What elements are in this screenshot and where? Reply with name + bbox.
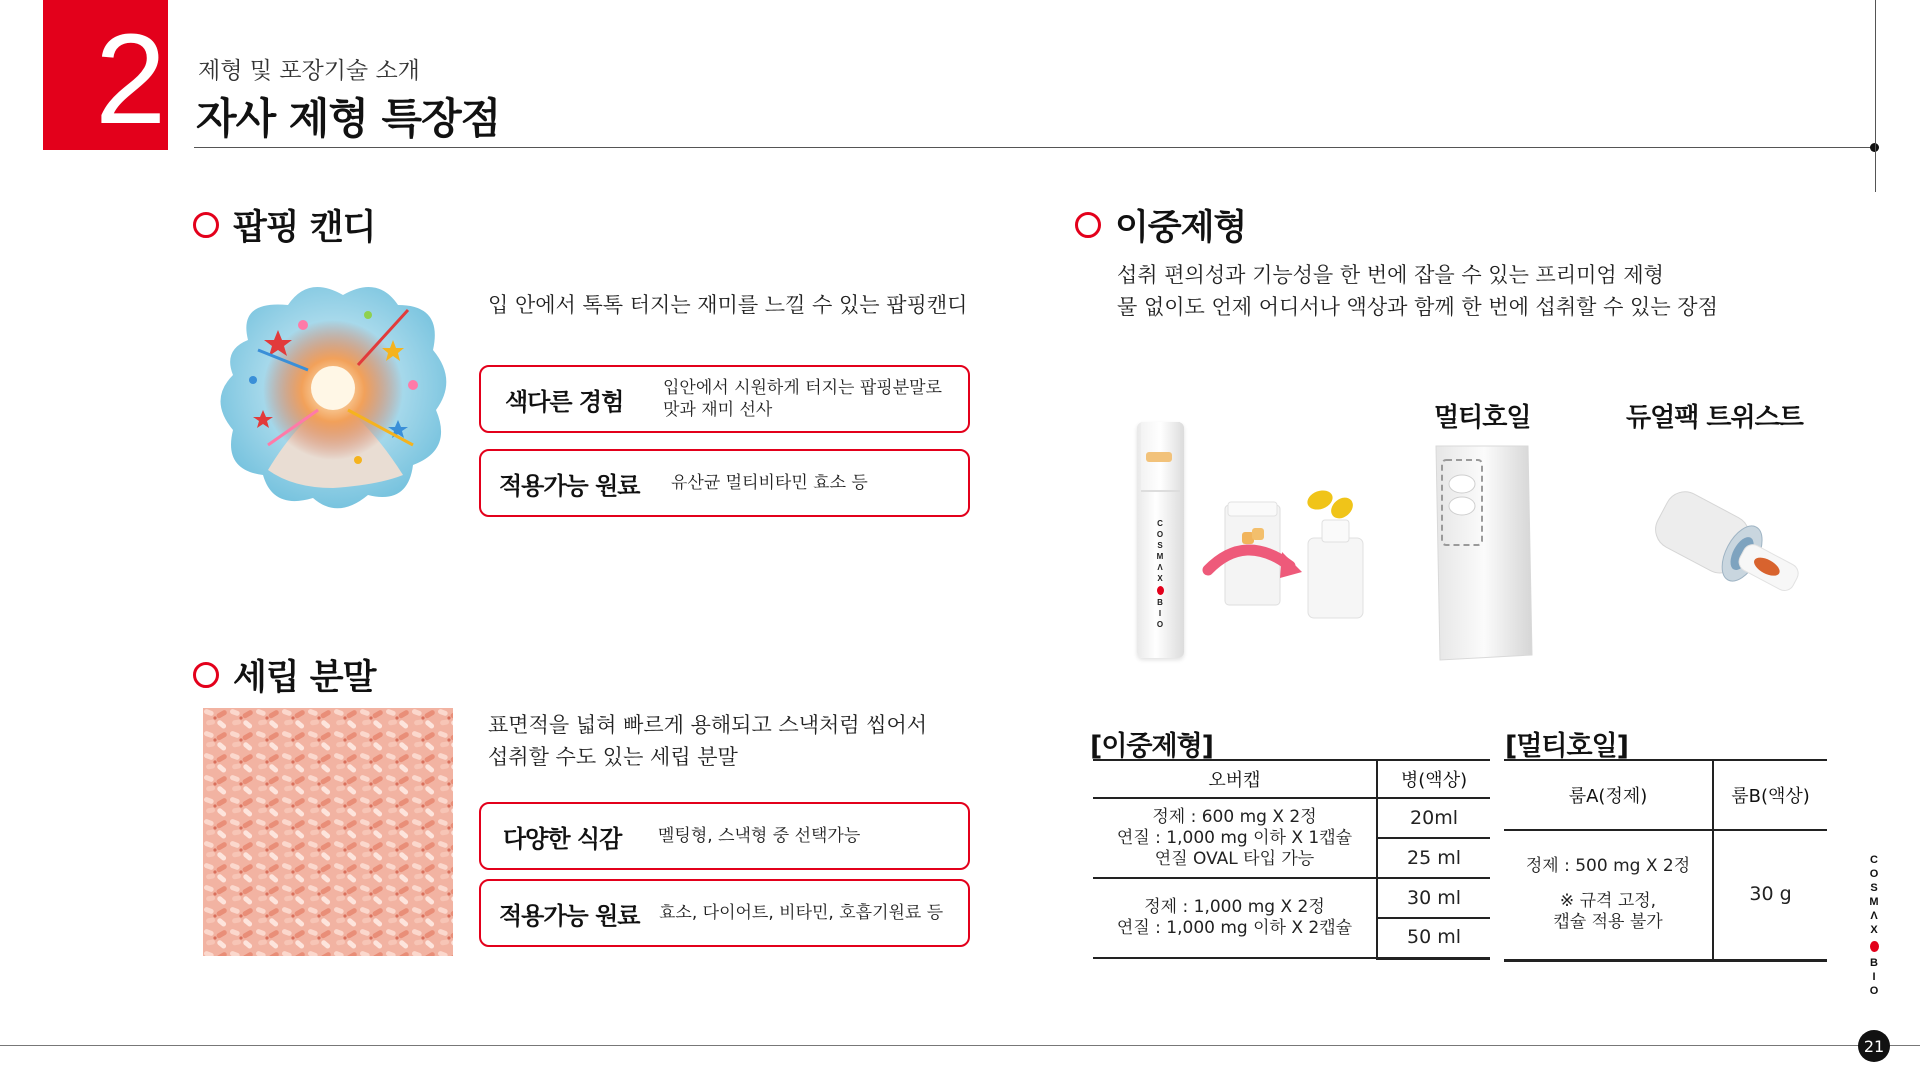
popping-section-header [193, 200, 375, 250]
dual-table-volume: 50 ml [1377, 918, 1490, 958]
dual-section-header [1075, 200, 1246, 250]
powder-feature-box-2 [479, 879, 970, 947]
right-vertical-divider [1875, 0, 1876, 192]
dual-description: 섭취 편의성과 기능성을 한 번에 잡을 수 있는 프리미엄 제형 물 없이도 언제 어디서나 액상과 함께 한 번에 섭취할 수 있는 장점 [1117, 263, 1718, 319]
powder-section-header [193, 650, 375, 700]
dual-table-volume: 30 ml [1377, 878, 1490, 918]
section-number: 2 [95, 8, 167, 150]
bottle-brand-text: C O S M Λ X B I O [1156, 519, 1164, 629]
popping-title: 팝핑 캔디 [233, 208, 376, 248]
dual-pack-twist-image [1640, 490, 1825, 620]
popping-box2-value: 유산균 멀티비타민 효소 등 [671, 473, 868, 493]
dual-title: 이중제형 [1115, 208, 1247, 248]
dual-table-volume: 20ml [1377, 798, 1490, 838]
section-number-box [43, 0, 168, 150]
popping-feature-box-1 [479, 365, 970, 433]
overcap-bottle-image [1137, 422, 1184, 658]
dual-table-header-cap: 오버캡 [1093, 760, 1377, 798]
dual-table-volume: 25 ml [1377, 838, 1490, 878]
dual-table-header-bottle: 병(액상) [1377, 760, 1490, 798]
powder-feature-box-1 [479, 802, 970, 870]
powder-box2-label: 적용가능 원료 [499, 901, 640, 930]
powder-title: 세립 분말 [233, 658, 376, 698]
multi-table-roomB-cell: 30 g [1713, 830, 1827, 960]
powder-box1-value: 멜팅형, 스낵형 중 선택가능 [658, 826, 861, 846]
dual-table-group1-cell: 정제 : 600 mg X 2정 연질 : 1,000 mg 이하 X 1캡슐 연질 OVAL 타입 가능 [1093, 798, 1377, 878]
brand-dot-icon [1870, 941, 1879, 952]
circle-bullet-icon [193, 662, 219, 688]
powder-box1-label: 다양한 식감 [503, 824, 622, 853]
dual-spec-table [1093, 759, 1490, 960]
multi-foil-label: 멀티호일 [1434, 403, 1531, 433]
multi-foil-pouch-image [1432, 440, 1542, 665]
tablet-in-cap [1146, 452, 1172, 462]
multi-table-header-roomA: 룸A(정제) [1504, 760, 1713, 830]
opened-cap-diagram [1190, 470, 1370, 620]
page-title: 자사 제형 특장점 [196, 94, 501, 143]
page-subtitle: 제형 및 포장기술 소개 [198, 58, 420, 84]
circle-bullet-icon [1075, 212, 1101, 238]
side-brand-logo: C O S M Λ X B I O [1869, 854, 1879, 997]
popping-box2-label: 적용가능 원료 [499, 471, 640, 500]
footer-divider [0, 1045, 1920, 1046]
multi-table-title: [멀티호일] [1505, 731, 1629, 762]
popping-description: 입 안에서 톡톡 터지는 재미를 느낄 수 있는 팝핑캔디 [488, 293, 968, 317]
header-divider [194, 147, 1876, 148]
dual-pack-twist-label: 듀얼팩 트위스트 [1626, 403, 1803, 433]
multi-table-header-roomB: 룸B(액상) [1713, 760, 1827, 830]
multi-spec-table [1504, 759, 1827, 962]
fine-powder-image [203, 708, 453, 956]
dual-table-group2-cell: 정제 : 1,000 mg X 2정 연질 : 1,000 mg 이하 X 2캡슐 [1093, 878, 1377, 958]
circle-bullet-icon [193, 212, 219, 238]
powder-description: 표면적을 넓혀 빠르게 용해되고 스낵처럼 씹어서 섭취할 수도 있는 세립 분말 [488, 713, 928, 769]
popping-box1-value: 입안에서 시원하게 터지는 팝핑분말로 맛과 재미 선사 [663, 378, 942, 420]
dual-table-title: [이중제형] [1090, 731, 1214, 762]
popping-box1-label: 색다른 경험 [505, 387, 624, 416]
powder-box2-value: 효소, 다이어트, 비타민, 호흡기원료 등 [659, 903, 944, 923]
popping-feature-box-2 [479, 449, 970, 517]
multi-table-roomA-cell: 정제 : 500 mg X 2정 ※ 규격 고정, 캡슐 적용 불가 [1504, 830, 1713, 960]
page-number-badge: 21 [1858, 1030, 1890, 1062]
popping-candy-image [208, 270, 458, 520]
